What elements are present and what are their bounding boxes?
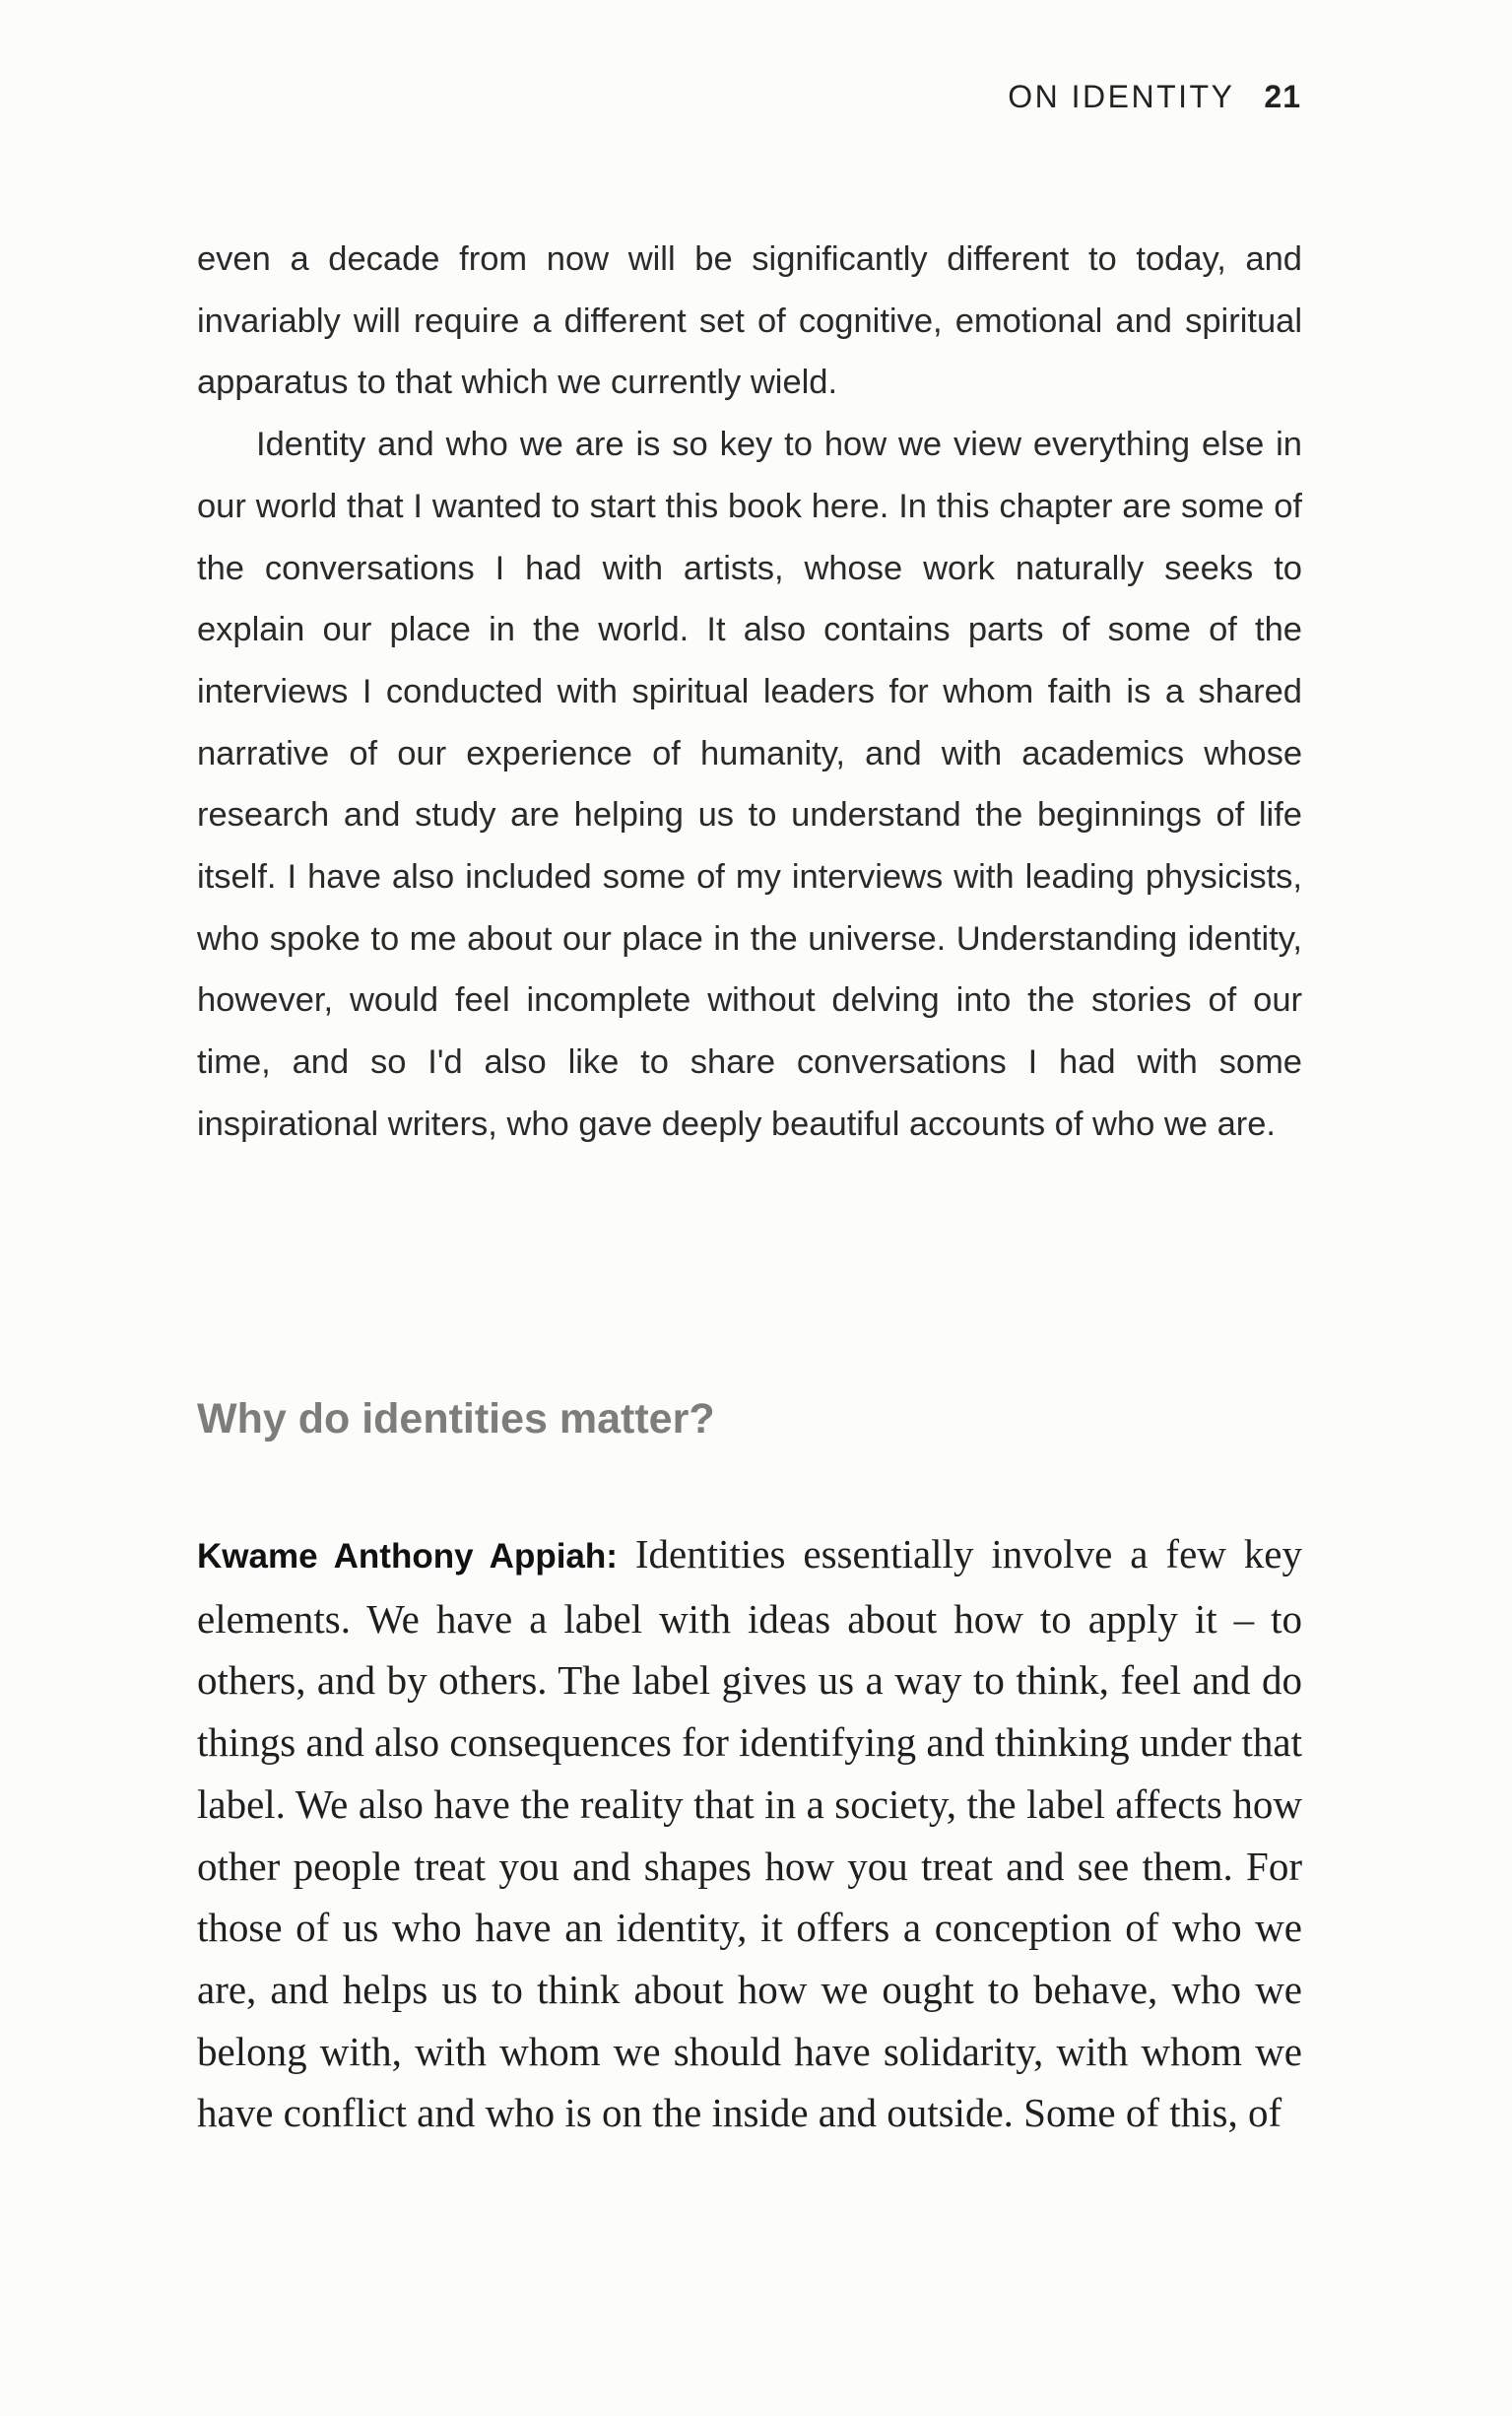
running-head-title: ON IDENTITY <box>1008 79 1235 114</box>
intro-paragraph-1: even a decade from now will be significantly different to today, and invariably will require a different set of cognitive, emotional and spiritual apparatus to that which we currently wield. <box>197 240 1302 402</box>
intro-text <box>197 229 1302 1156</box>
intro-paragraph-2: Identity and who we are is so key to how we view everything else in our world that I wanted to start this book here. In this chapter are some of the conversations I had with artists, whose work naturally seeks to explain our place in the world. It also contains parts of some of the interviews I conducted with spiritual leaders for whom faith is a shared narrative of our experience of humanity, and with academics whose research and study are helping us to understand the beginnings of life itself. I have also included some of my interviews with leading physicists, who spoke to me about our place in the universe. Understanding identity, however, would feel incomplete without delving into the stories of our time, and so I'd also like to share conversations I had with some inspirational writers, who gave deeply beautiful accounts of who we are. <box>197 426 1302 1143</box>
section-heading: Why do identities matter? <box>197 1395 715 1443</box>
interview-text <box>197 1523 1302 2144</box>
interview-paragraph <box>197 1523 1302 2144</box>
speaker-name: Kwame Anthony Appiah: <box>197 1537 618 1576</box>
running-head <box>1008 77 1301 116</box>
speaker-answer: Identities essentially involve a few key elements. We have a label with ideas about how to apply it – to others, and by others. The label gives us a way to think, feel and do things and also consequences for identifying and thinking under that label. We also have the reality that in a society, the label affects how other people treat you and shapes how you treat and see them. For those of us who have an identity, it offers a conception of who we are, and helps us to think about how we ought to behave, who we belong with, with whom we should have solidarity, with whom we have conflict and who is on the inside and outside. Some of this, of <box>197 1531 1302 2136</box>
page-number: 21 <box>1264 79 1301 114</box>
